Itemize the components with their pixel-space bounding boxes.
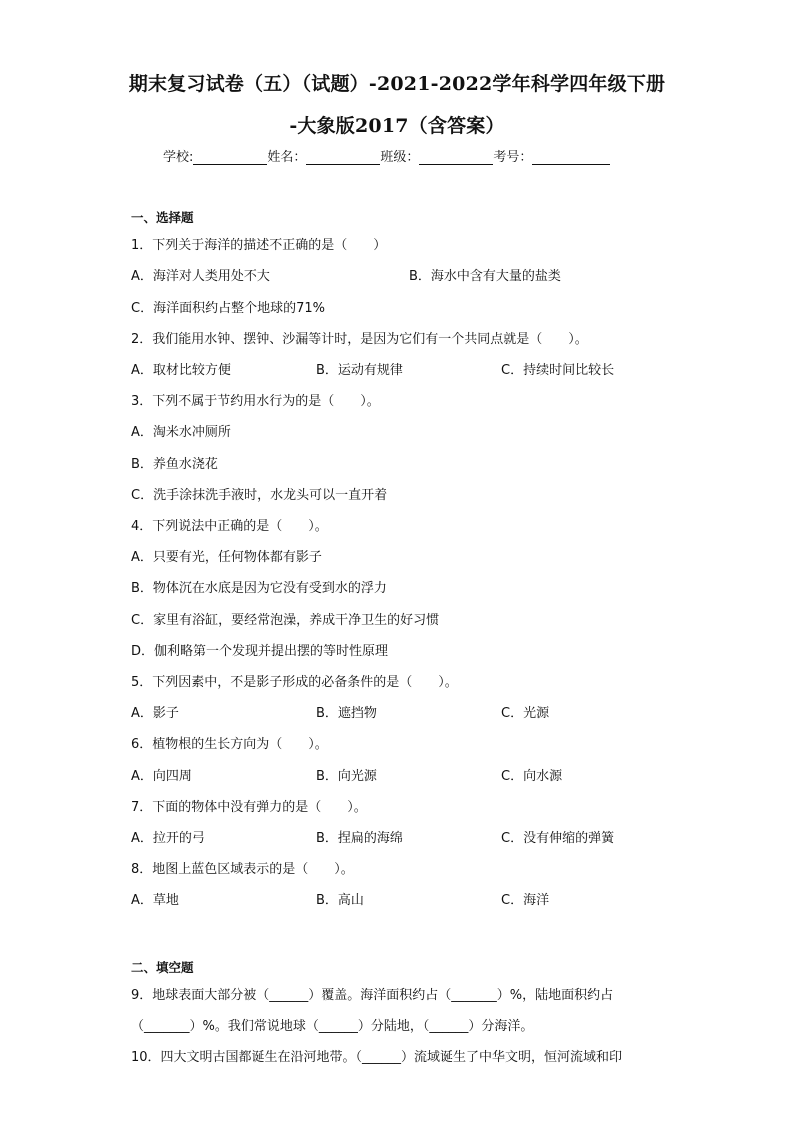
exam-title-line-2: -大象版2017（含答案） <box>289 115 505 137</box>
q3-option-b: B．养鱼水浇花 <box>131 457 218 472</box>
q7-option-a: A．拉开的弓 <box>131 831 205 846</box>
school-label: 学校: <box>163 150 194 165</box>
section-heading-fill-in: 二、填空题 <box>131 960 194 975</box>
number-label: 考号： <box>493 150 533 165</box>
name-label: 姓名： <box>267 150 307 165</box>
q1-option-b: B．海水中含有大量的盐类 <box>409 269 561 284</box>
question-9-line-1: 9．地球表面大部分被（______）覆盖。海洋面积约占（_______）%，陆地面积约占 <box>131 988 614 1003</box>
q1-option-a: A．海洋对人类用处不大 <box>131 269 270 284</box>
question-9-line-2: （_______）%。我们常说地球（______）分陆地，（______）分海洋。 <box>131 1019 534 1034</box>
q3-option-c: C．洗手涂抹洗手液时，水龙头可以一直开着 <box>131 488 388 503</box>
q8-option-b: B．高山 <box>316 893 364 908</box>
q4-option-d: D．伽利略第一个发现并提出摆的等时性原理 <box>131 644 389 659</box>
q2-option-b: B．运动有规律 <box>316 363 403 378</box>
school-blank[interactable] <box>193 150 267 165</box>
q6-option-c: C．向水源 <box>501 769 563 784</box>
q8-option-a: A．草地 <box>131 893 179 908</box>
q5-option-b: B．遮挡物 <box>316 706 377 721</box>
q4-option-a: A．只要有光，任何物体都有影子 <box>131 550 322 565</box>
q1-option-c: C．海洋面积约占整个地球的71% <box>131 301 325 316</box>
exam-title-line-1: 期末复习试卷（五）（试题）-2021-2022学年科学四年级下册 <box>128 73 666 95</box>
question-6: 6．植物根的生长方向为（ ）。 <box>131 737 328 752</box>
question-3: 3．下列不属于节约用水行为的是（ ）。 <box>131 394 380 409</box>
q7-option-b: B．捏扁的海绵 <box>316 831 403 846</box>
q3-option-a: A．淘米水冲厕所 <box>131 425 231 440</box>
q5-option-c: C．光源 <box>501 706 550 721</box>
student-info-row <box>163 146 610 165</box>
question-7: 7．下面的物体中没有弹力的是（ ）。 <box>131 800 367 815</box>
section-heading-choice: 一、选择题 <box>131 210 194 225</box>
q6-option-a: A．向四周 <box>131 769 192 784</box>
question-1: 1．下列关于海洋的描述不正确的是（ ） <box>131 238 387 253</box>
q2-option-a: A．取材比较方便 <box>131 363 231 378</box>
question-10-line-1: 10．四大文明古国都诞生在沿河地带。（______）流域诞生了中华文明，恒河流域和印 <box>131 1050 623 1065</box>
name-blank[interactable] <box>306 150 380 165</box>
q2-option-c: C．持续时间比较长 <box>501 363 615 378</box>
question-8: 8．地图上蓝色区域表示的是（ ）。 <box>131 862 354 877</box>
q4-option-b: B．物体沉在水底是因为它没有受到水的浮力 <box>131 581 387 596</box>
number-blank[interactable] <box>532 150 610 165</box>
class-blank[interactable] <box>419 150 493 165</box>
q8-option-c: C．海洋 <box>501 893 550 908</box>
class-label: 班级： <box>380 150 420 165</box>
q5-option-a: A．影子 <box>131 706 179 721</box>
q7-option-c: C．没有伸缩的弹簧 <box>501 831 615 846</box>
question-5: 5．下列因素中，不是影子形成的必备条件的是（ ）。 <box>131 675 458 690</box>
q6-option-b: B．向光源 <box>316 769 377 784</box>
question-4: 4．下列说法中正确的是（ ）。 <box>131 519 328 534</box>
q4-option-c: C．家里有浴缸，要经常泡澡，养成干净卫生的好习惯 <box>131 613 440 628</box>
question-2: 2．我们能用水钟、摆钟、沙漏等计时，是因为它们有一个共同点就是（ ）。 <box>131 332 588 347</box>
